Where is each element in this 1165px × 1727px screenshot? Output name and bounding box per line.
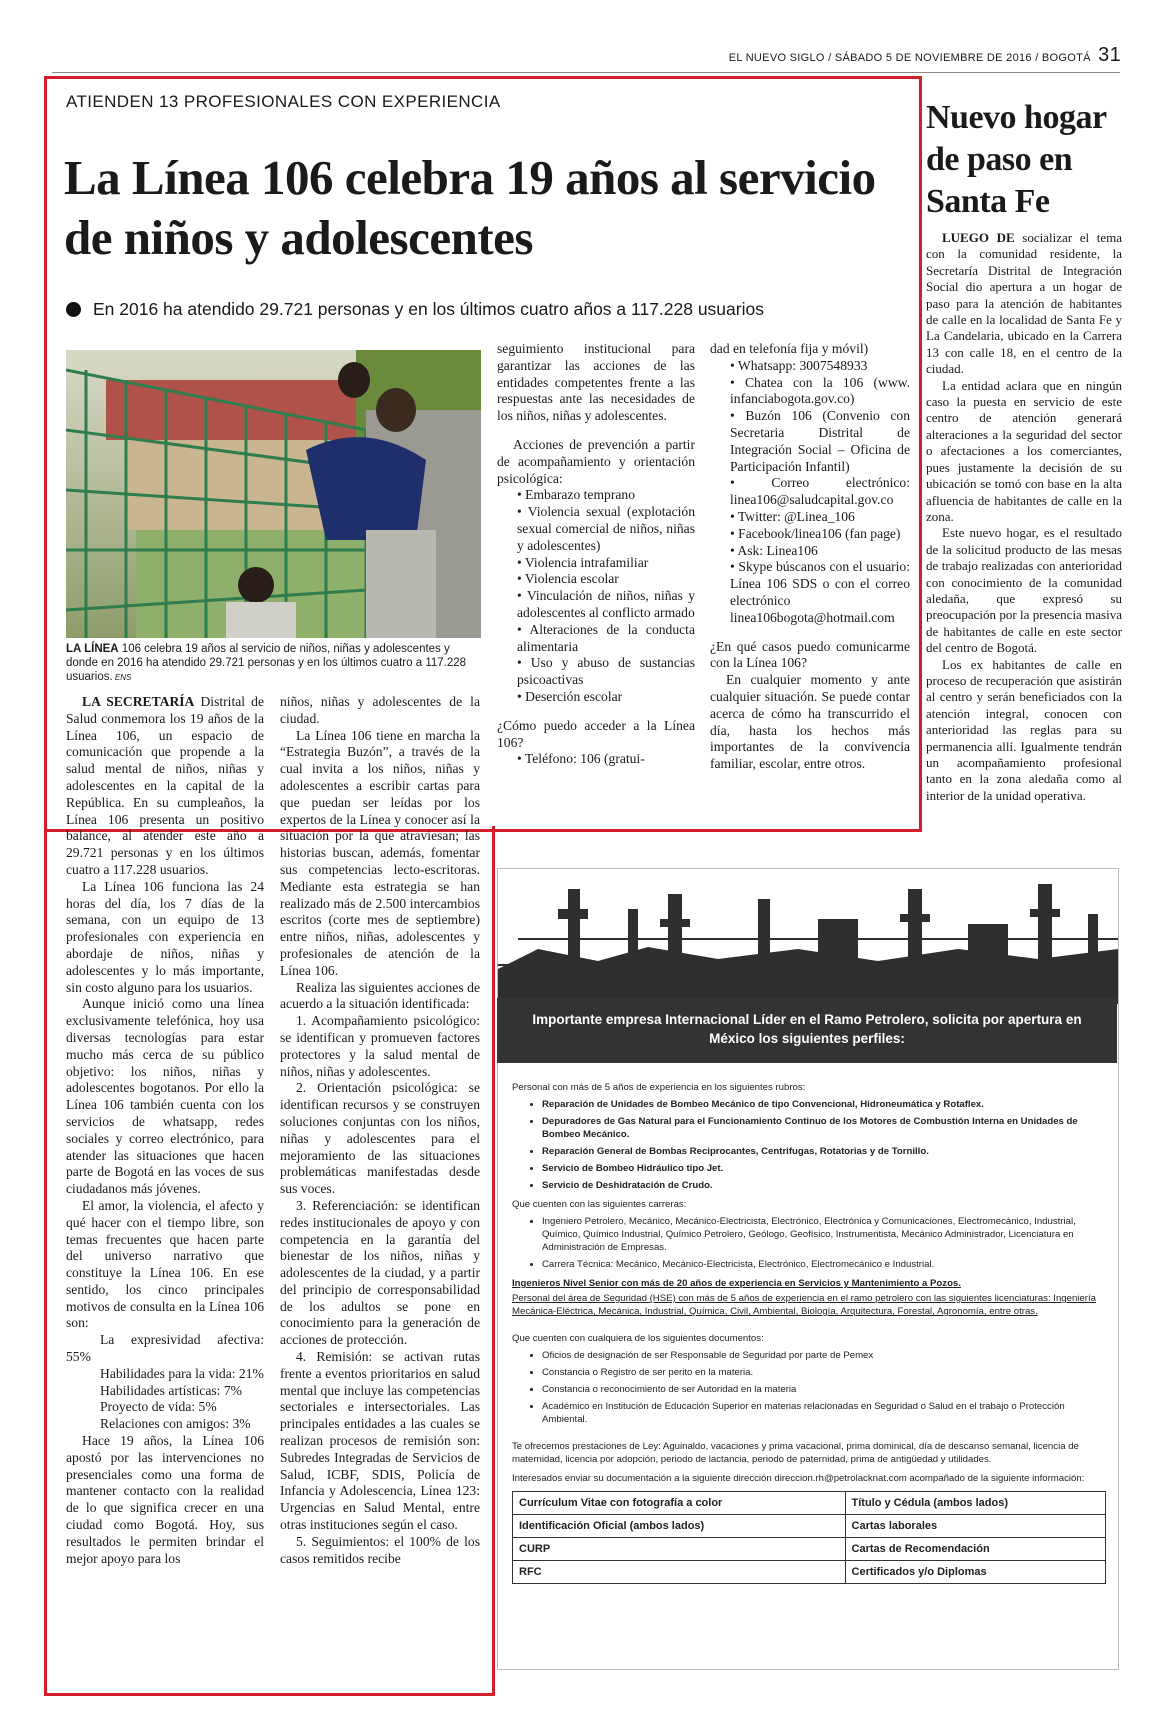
paragraph-text: socializar el tema con la comunidad residente, la Secretaría Distrital de Integración Social dio apertura a un hogar de paso para la atención de habitantes de calle en la localidad de Santa Fe y La Candelaria, ubicado en la Carrera 13 con calle 18, en el centro de la ciudad.: [926, 230, 1123, 377]
paragraph: En cualquier momento y ante cualquier situación. Se puede contar acerca de cómo ha transcurrido el día, hasta los hechos más importantes de la convivencia familiar, escolar, entre otros.: [710, 672, 910, 772]
list-item: • Servicio de Bombeo Hidráulico tipo Jet.: [542, 1162, 1106, 1175]
article-deck: [66, 299, 764, 320]
paragraph: Los ex habitantes de calle en proceso de recuperación que asistirán al centro y serán beneficiados con la atención integral, conocen con anterioridad las reglas para su permanencia allí. Igualmente tendrán un acompañamiento profesional tanto en la zona aledaña como al interior de la unidad operativa.: [926, 656, 1122, 803]
caption-text: 106 celebra 19 años al servicio de niños, niñas y adolescentes y donde en 2016 ha atendido 29.721 personas y en los últimos cuatro a 117.228 usuarios.: [66, 643, 467, 683]
side-story-column: [926, 230, 1122, 804]
ad-hse: Personal del área de Seguridad (HSE) con más de 5 años de experiencia en el ramo petrolero con las siguientes licenciaturas: Ingeniería Mecánica-Eléctrica, Mecánica, Industrial, Química, Civil, Ambiental, Biología, Arquitectura, Forestal, Agronomía, entre otras.: [512, 1293, 1096, 1317]
table-cell: Cartas de Recomendación: [845, 1538, 1105, 1561]
ad-intro-rubros: Personal con más de 5 años de experiencia en los siguientes rubros:: [512, 1082, 806, 1093]
table-row: [513, 1538, 1106, 1561]
page-number: 31: [1098, 44, 1121, 66]
paragraph: dad en telefonía fija y móvil): [710, 341, 869, 356]
list-item: • Deserción escolar: [517, 688, 623, 704]
list-item: • Constancia o reconocimiento de ser Autoridad en la materia: [542, 1383, 1106, 1396]
list-item: • Reparación General de Bombas Reciprocantes, Centrifugas, Rotatorias y de Tornillo.: [542, 1145, 1106, 1158]
list-item: • Whatsapp: 3007548933: [730, 357, 868, 373]
list-item: • Servicio de Deshidratación de Crudo.: [542, 1179, 1106, 1192]
list-item: • Embarazo temprano: [517, 487, 635, 503]
paragraph: 4. Remisión: se activan rutas frente a eventos prioritarios en salud mental que incluye las competencias sectoriales e intersectoriales. Las principales entidades a las cuales se realizan procesos de remisión son: Subredes Integradas de Servicios de Salud, ICBF, SDIS, Policía de Infancia y Adolescencia, Línea 123: Urgencias en Salud Mental, entre otras instituciones según el caso.: [280, 1349, 480, 1533]
paragraph-lead: LUEGO DE: [942, 230, 1015, 245]
list-item: • Uso y abuso de sustancias psicoactivas: [517, 655, 695, 688]
list-item: • Alteraciones de la conducta alimentaria: [517, 621, 695, 654]
ad-intro-carreras: Que cuenten con las siguientes carreras:: [512, 1199, 687, 1210]
stat-item: Proyecto de vida: 5%: [100, 1399, 217, 1415]
list-item: • Vinculación de niños, niñas y adolescentes al conflicto armado: [517, 588, 695, 620]
list-item: • Constancia o Registro de ser perito en la materia.: [542, 1366, 1106, 1379]
table-cell: Certificados y/o Diplomas: [845, 1561, 1105, 1584]
list-item: • Violencia intrafamiliar: [517, 554, 649, 570]
ad-requirements-table: [512, 1491, 1106, 1584]
list-item: • Violencia escolar: [517, 571, 619, 587]
paragraph: ¿Cómo puedo acceder a la Línea 106?: [497, 717, 695, 750]
paragraph: niños, niñas y adolescentes de la ciudad.: [280, 694, 480, 726]
paragraph: ¿En qué casos puedo comunicarme con la Línea 106?: [710, 638, 910, 671]
list-item: • Teléfono: 106 (gratui-: [517, 751, 645, 767]
header-rule: [52, 72, 1120, 73]
paragraph-text: Distrital de Salud conmemora los 19 años de la Línea 106, un espacio de comunicación que propende a la salud mental de niños, niñas y adolescentes en la capital de la República. En su cumpleaños, la Línea 106 presenta un positivo balance, al atender este año a 29.721 personas y en los últimos cuatro a 117.228 usuarios.: [66, 694, 264, 877]
list-item: • Ingeniero Petrolero, Mecánico, Mecánico-Electricista, Electrónico, Electrónica y Comunicaciones, Electromecánico, Industrial, Químico, Químico Industrial, Químico Petrolero, Geólogo, Geofísico, Instrumentista, Mecánico Administrador, Licenciatura en Administración de Empresas.: [542, 1215, 1106, 1254]
paragraph: [926, 230, 1122, 378]
ad-rubros-list: [542, 1098, 1106, 1192]
stat-item: Relaciones con amigos: 3%: [100, 1416, 251, 1432]
bullet-dot-icon: [66, 302, 81, 317]
refinery-silhouette-icon: [498, 869, 1118, 1004]
paragraph: Realiza las siguientes acciones de acuerdo a la situación identificada:: [280, 979, 480, 1012]
paragraph: seguimiento institucional para garantizar las acciones de las entidades competentes frente a las respuestas ante las necesidades de los niños, niñas y adolescentes.: [497, 341, 695, 424]
stat-item: La expresividad afectiva: 55%: [66, 1332, 264, 1365]
table-cell: Cartas laborales: [845, 1515, 1105, 1538]
table-row: [513, 1515, 1106, 1538]
list-item: • Twitter: @Linea_106: [730, 508, 855, 524]
list-item: • Depuradores de Gas Natural para el Funcionamiento Continuo de los Motores de Combustión Interna en Unidades de Bombeo Mecánico.: [542, 1115, 1106, 1141]
paragraph: La entidad aclara que en ningún caso la puesta en servicio de este centro de atención generará alteraciones a la seguridad del sector o afectaciones a los comerciantes, pues justamente la decisión de su ubicación se tomó con base en la alta afluencia de habitantes de calle en la zona.: [926, 377, 1122, 524]
paragraph: Aunque inició como una línea exclusivamente telefónica, hoy usa diversas tecnologías para estar mucho más cerca de su público objetivo: los niños, niñas y adolescentes bogotanos. Por ello la Línea 106 también cuenta con los servicios de whatsapp, redes sociales y correo electrónico, para atender las situaciones que hacen parte de Bogotá en las voces de sus ciudadanos más jóvenes.: [66, 996, 264, 1197]
article-column-2: [280, 694, 480, 1567]
list-item: • Reparación de Unidades de Bombeo Mecánico de tipo Convencional, Hidroneumática y Rotaflex.: [542, 1098, 1106, 1111]
side-story-title: Nuevo hogar de paso en Santa Fe: [926, 99, 1106, 220]
list-item: • Facebook/linea106 (fan page): [730, 525, 901, 541]
page-header: [621, 44, 1121, 67]
table-cell: Identificación Oficial (ambos lados): [513, 1515, 846, 1538]
table-row: [513, 1492, 1106, 1515]
list-item: • Carrera Técnica: Mecánico, Mecánico-Electricista, Electrónico, Electromecánico e Industrial.: [542, 1258, 1106, 1271]
ad-banner: [497, 998, 1117, 1063]
ad-documentos-list: [542, 1349, 1106, 1426]
paragraph: La Línea 106 tiene en marcha la “Estrategia Buzón”, a través de la cual invita a los niños, niñas y adolescentes a escribir cartas para que puedan ser leídas por los expertos de la Línea y conocer así la situación por la que atraviesan; las historias buscan, además, fomentar sus competencias lecto-escritoras. Mediante esta estrategia se han realizado más de 2.500 intercambios escritos (corte mes de septiembre) entre niños, niñas, adolescentes y profesionales de atención de la Línea 106.: [280, 727, 480, 978]
ad-body: [512, 1081, 1106, 1584]
article-kicker: ATIENDEN 13 PROFESIONALES CON EXPERIENCIA: [66, 92, 501, 111]
stat-item: Habilidades artísticas: 7%: [100, 1382, 242, 1398]
table-cell: RFC: [513, 1561, 846, 1584]
job-advertisement: [497, 868, 1119, 1670]
paragraph: [66, 694, 264, 879]
deck-text: En 2016 ha atendido 29.721 personas y en los últimos cuatro años a 117.228 usuarios: [93, 299, 764, 319]
table-row: [513, 1561, 1106, 1584]
article-column-4: [710, 341, 910, 773]
list-item: • Correo electrónico: linea106@saludcapital.gov.co: [730, 475, 910, 508]
paragraph: Este nuevo hogar, es el resultado de la solicitud producto de las mesas de trabajo realizadas con anterioridad con conocimiento de la comunidad aledaña, que expresó su preocupación por la presencia masiva de habitantes de calle en este sector del centro de Bogotá.: [926, 525, 1122, 656]
list-item: • Buzón 106 (Convenio con Secretaria Distrital de Integración Social – Oficina de Participación Infantil): [730, 408, 910, 474]
paragraph: La Línea 106 funciona las 24 horas del día, los 7 días de la semana, con un equipo de 13 profesionales con experiencia en abordaje de niños, niñas y adolescentes y lo más importante, sin costo alguno para los usuarios.: [66, 878, 264, 995]
ad-envio: Interesados enviar su documentación a la siguiente dirección direccion.rh@petrolacknat.com acompañado de la siguiente información:: [512, 1473, 1085, 1484]
ad-carreras-list: [542, 1215, 1106, 1271]
table-cell: CURP: [513, 1538, 846, 1561]
list-item: • Académico en Institución de Educación Superior en materias relacionadas en Seguridad o Salud en el trabajo o Protección Ambiental.: [542, 1400, 1106, 1426]
article-headline: La Línea 106 celebra 19 años al servicio de niños y adolescentes: [64, 150, 876, 265]
article-photo: [66, 350, 481, 638]
header-text: EL NUEVO SIGLO / SÁBADO 5 DE NOVIEMBRE DE 2016 / BOGOTÁ: [728, 52, 1091, 64]
caption-credit: ENS: [112, 673, 132, 682]
article-column-3: [497, 341, 695, 768]
table-cell: Título y Cédula (ambos lados): [845, 1492, 1105, 1515]
paragraph: 2. Orientación psicológica: se identifican recursos y se construyen soluciones conjuntas con los niños, niñas y adolescentes para el mejoramiento de las situaciones problemáticas manifestadas desde sus voces.: [280, 1080, 480, 1197]
photo-caption: [66, 642, 481, 685]
list-item: • Oficios de designación de ser Responsable de Seguridad por parte de Pemex: [542, 1349, 1106, 1362]
ad-banner-text: Importante empresa Internacional Líder en el Ramo Petrolero, solicita por apertura en México los siguientes perfiles:: [532, 1012, 1082, 1046]
stat-item: Habilidades para la vida: 21%: [100, 1365, 264, 1381]
paragraph: 1. Acompañamiento psicológico: se identifican y promueven factores protectores y la salud mental de niños, niñas y adolescentes.: [280, 1013, 480, 1079]
paragraph: El amor, la violencia, el afecto y qué hacer con el tiempo libre, son temas frecuentes que hacen parte del universo narrativo que constituye la Línea 106. En ese sentido, los cinco principales motivos de consulta en la Línea 106 son:: [66, 1197, 264, 1331]
list-item: • Chatea con la 106 (www. infanciabogota.gov.co): [730, 374, 910, 407]
table-cell: Currículum Vitae con fotografía a color: [513, 1492, 846, 1515]
ad-prestaciones: Te ofrecemos prestaciones de Ley: Aguinaldo, vacaciones y prima vacacional, prima dominical, día de descanso semanal, licencia de maternidad, licencia por adopción, periodo de lactancia, periodo de paternidad, prima de antigüedad y utilidades.: [512, 1441, 1079, 1465]
photo-illustration: [66, 350, 481, 638]
list-item: • Violencia sexual (explotación sexual comercial de niños, niñas y adolescentes): [517, 504, 695, 553]
list-item: • Skype búscanos con el usuario: Línea 106 SDS o con el correo electrónico linea106bogota@hotmail.com: [730, 559, 910, 625]
paragraph: Acciones de prevención a partir de acompañamiento y orientación psicológica:: [497, 436, 695, 486]
list-item: • Ask: Linea106: [730, 542, 818, 558]
caption-lead: LA LÍNEA: [66, 643, 119, 655]
paragraph: 5. Seguimientos: el 100% de los casos remitidos recibe: [280, 1533, 480, 1566]
paragraph: Hace 19 años, la Línea 106 apostó por las intervenciones no presenciales como una forma de mantener contacto con la realidad de lo que significa crecer en una ciudad como Bogotá. Hoy, sus resultados le permiten brindar el mejor apoyo para los: [66, 1433, 264, 1566]
ad-senior: Ingenieros Nivel Senior con más de 20 años de experiencia en Servicios y Mantenimiento a Pozos.: [512, 1278, 961, 1289]
ad-intro-documentos: Que cuenten con cualquiera de los siguientes documentos:: [512, 1333, 764, 1344]
article-column-1: [66, 694, 264, 1567]
paragraph-lead: LA SECRETARÍA: [82, 694, 195, 709]
paragraph: 3. Referenciación: se identifican redes institucionales de apoyo y con competencia en la garantía del bienestar de los niños, niñas y adolescentes de la ciudad, y a partir del principio de corresponsabilidad de los adultos se pone en conocimiento para la generación de acciones de protección.: [280, 1197, 480, 1348]
